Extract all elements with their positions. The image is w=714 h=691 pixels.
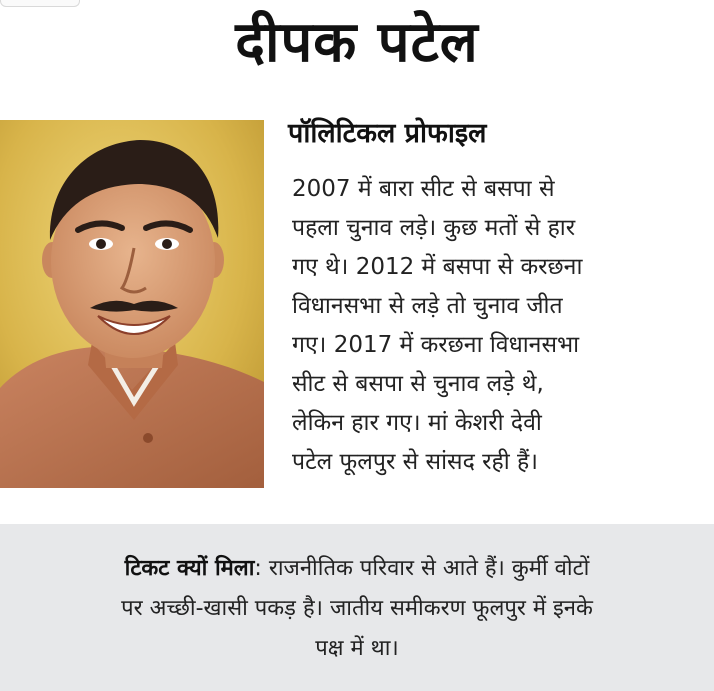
- profile-text-line: सीट से बसपा से चुनाव लड़े थे,: [292, 371, 544, 397]
- ticket-lead-label: टिकट क्यों मिला: [124, 556, 255, 581]
- profile-text-line: गए। 2017 में करछना विधानसभा: [292, 332, 580, 358]
- ticket-line-3: पक्ष में था।: [315, 636, 399, 661]
- profile-text-line: गए थे। 2012 में बसपा से करछना: [292, 254, 583, 280]
- ticket-line-1-text: : राजनीतिक परिवार से आते हैं। कुर्मी वोटों: [254, 556, 590, 581]
- ticket-reason-panel: [0, 524, 714, 691]
- profile-text-line: पटेल फूलपुर से सांसद रही हैं।: [292, 449, 538, 475]
- profile-text-line: पहला चुनाव लड़े। कुछ मतों से हार: [292, 215, 576, 241]
- profile-heading: पॉलिटिकल प्रोफाइल: [288, 118, 487, 149]
- profile-text-line: 2007 में बारा सीट से बसपा से: [292, 176, 555, 202]
- portrait-photo: [0, 120, 264, 488]
- page-title: दीपक पटेल: [235, 10, 479, 75]
- profile-text-line: विधानसभा से लड़े तो चुनाव जीत: [292, 293, 563, 319]
- profile-text-line: लेकिन हार गए। मां केशरी देवी: [292, 410, 542, 436]
- ticket-line-1: [0, 550, 714, 588]
- ticket-line-2: पर अच्छी-खासी पकड़ है। जातीय समीकरण फूलपुर में इनके: [121, 596, 593, 621]
